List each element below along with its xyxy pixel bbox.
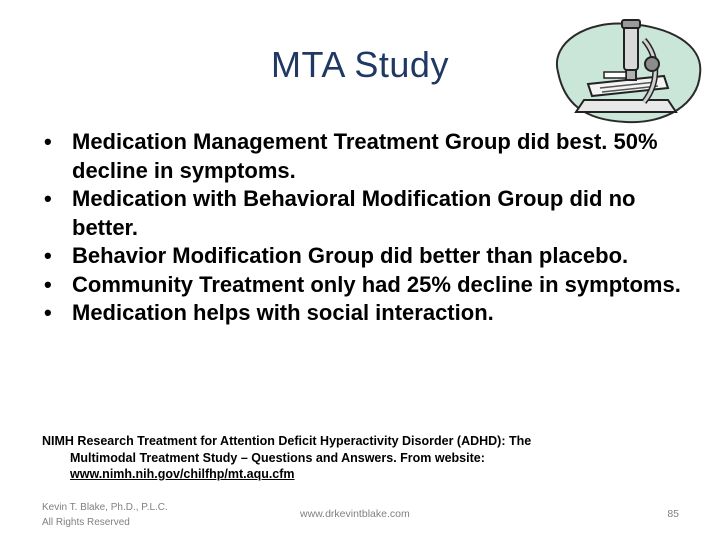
list-item [42, 128, 702, 185]
bullet-text: Behavior Modification Group did better than placebo. [72, 243, 629, 268]
reference-line-1: NIMH Research Treatment for Attention Deficit Hyperactivity Disorder (ADHD): The [42, 434, 532, 448]
reference-line-2: Multimodal Treatment Study – Questions and Answers. From website: [70, 450, 485, 465]
bullet-text: Medication with Behavioral Modification Group did no better. [72, 186, 636, 240]
footer-author-block [42, 500, 168, 530]
bullet-text: Community Treatment only had 25% decline in symptoms. [72, 271, 681, 297]
bullet-list [42, 128, 702, 328]
bullet-icon: • [44, 186, 52, 211]
microscope-icon [548, 12, 708, 128]
footer-author: Kevin T. Blake, Ph.D., P.L.C. [42, 502, 168, 513]
footer-rights: All Rights Reserved [42, 517, 130, 528]
reference-citation [42, 433, 642, 483]
reference-link[interactable]: www.nimh.nih.gov/chilfhp/mt.aqu.cfm [70, 467, 295, 481]
list-item [42, 185, 702, 242]
bullet-text: Medication Management Treatment Group did best. 50% decline in symptoms. [72, 129, 658, 183]
list-item [42, 242, 702, 271]
bullet-text: Medication helps with social interaction. [72, 300, 494, 325]
bullet-icon: • [44, 300, 52, 325]
list-item [42, 271, 702, 300]
page-number: 85 [667, 508, 679, 520]
footer-website: www.drkevintblake.com [300, 508, 410, 520]
list-item [42, 299, 702, 328]
bullet-icon: • [44, 129, 52, 154]
bullet-icon: • [44, 271, 52, 297]
bullet-icon: • [44, 243, 52, 268]
slide-title: MTA Study [271, 44, 449, 85]
